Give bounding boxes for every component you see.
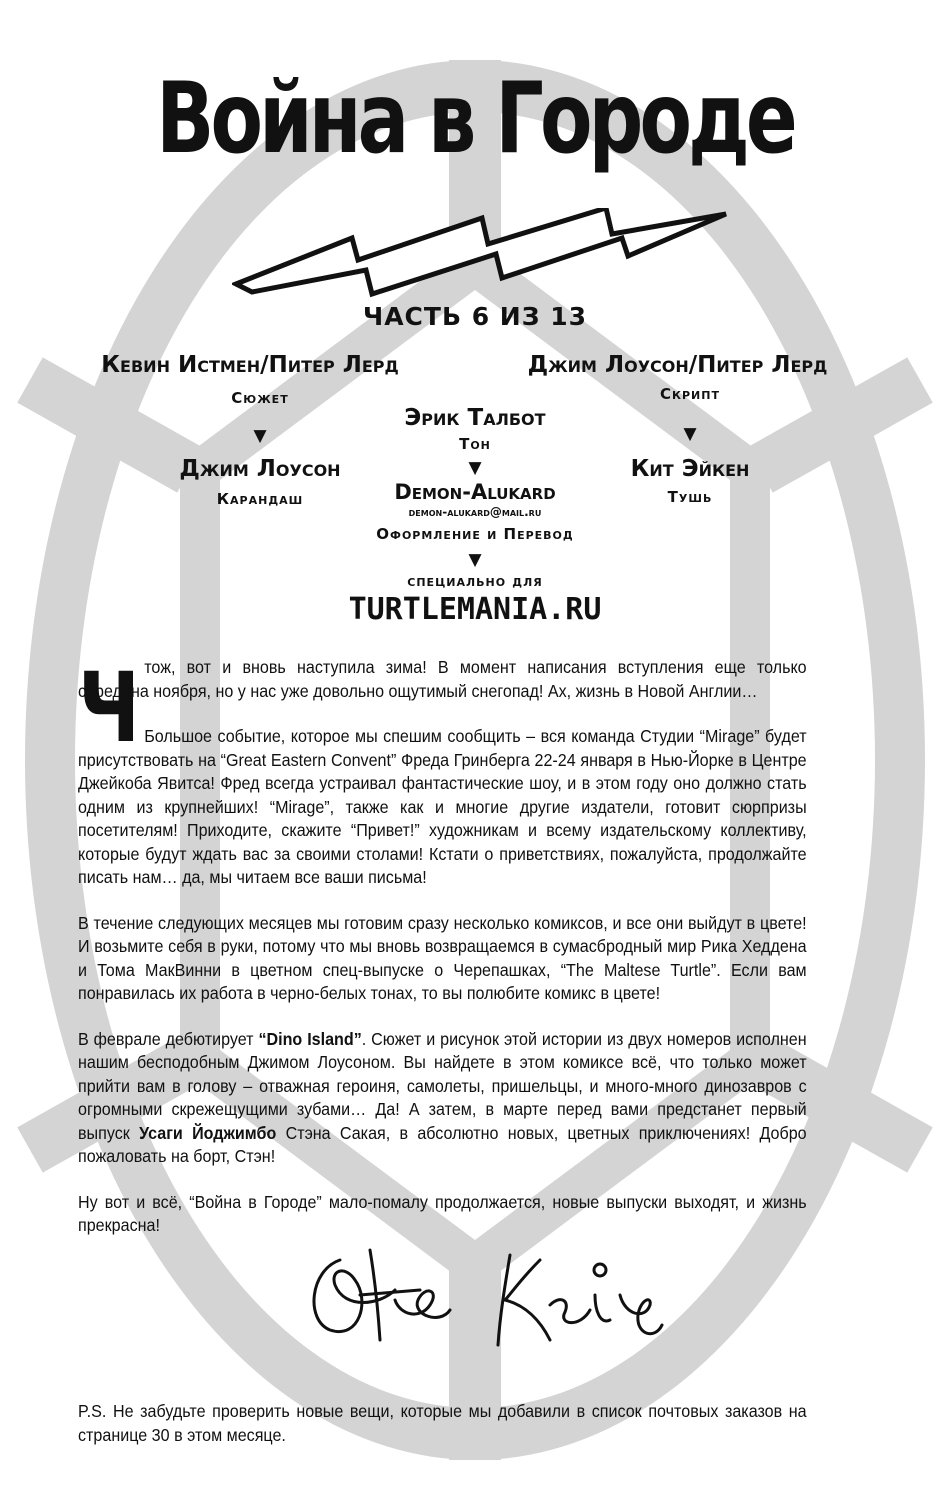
credit-tone-role: Тон — [459, 435, 491, 453]
handwritten-signature — [300, 1240, 670, 1355]
text-run: . Сюжет и рисунок этой истории из двух номеров исполнен нашим бесподобным Джимом Лоусоном. Вы найдете в этом комиксе всё, что только может прийти вам в голову – отважная героиня, самолеты, пришельцы, и много-много динозавров с огромными скрежещущими зубами… Да! А затем, в марте перед вами предстанет первый выпуск — [78, 1028, 807, 1143]
postscript — [78, 1400, 807, 1469]
credit-pencils-name: Джим Лоусон — [179, 456, 341, 482]
translator-email-link[interactable]: demon-alukard@mail.ru — [408, 505, 542, 519]
arrow-down-icon: ▼ — [253, 426, 267, 446]
credit-script-name: Джим Лоусон/Питер Лерд — [527, 352, 828, 378]
usagi-yojimbo-title: Усаги Йоджимбо — [139, 1122, 277, 1143]
credit-plot-role: Сюжет — [231, 389, 289, 407]
drop-cap-letter: Ч — [78, 652, 141, 764]
postscript-text: P.S. Не забудьте проверить новые вещи, которые мы добавили в список почтовых заказов на странице 30 в этом месяце. — [78, 1401, 807, 1445]
credit-translator-name: Demon-Alukard — [394, 480, 556, 504]
page-title: Война в Городе — [156, 62, 794, 176]
text-run: Стэна Сакая, в абсолютно новых, цветных приключениях! Добро пожаловать на борт, Стэн! — [78, 1122, 807, 1166]
text-run: В феврале дебютирует — [78, 1028, 259, 1049]
site-name-link[interactable]: TURTLEMANIA.RU — [348, 592, 602, 627]
credit-inks-role: Тушь — [667, 488, 713, 506]
arrow-down-icon: ▼ — [468, 550, 482, 570]
letter-paragraph: Ну вот и всё, “Война в Городе” мало-помалу продолжается, новые выпуски выходят, и жизнь прекрасна! — [78, 1191, 807, 1235]
letter-body — [78, 652, 807, 1260]
letter-paragraph: В течение следующих месяцев мы готовим сразу несколько комиксов, и все они выйдут в цвете! И возьмите себя в руки, потому что мы вновь возвращаемся в сумасбродный мир Рика Хеддена и Тома МакВинни в цветном спец-выпуске о Черепашках, “The Maltese Turtle”. Если вам понравилась их работа в черно-белых тонах, то вы полюбите комикс в цвете! — [78, 912, 807, 1003]
lightning-bolt-icon — [232, 208, 730, 300]
arrow-down-icon: ▼ — [683, 424, 697, 444]
part-number: ЧАСТЬ 6 ИЗ 13 — [363, 302, 587, 331]
credit-inks-name: Кит Эйкен — [630, 456, 750, 482]
dino-island-title: “Dino Island” — [258, 1028, 362, 1049]
letter-paragraph: тож, вот и вновь наступила зима! В момент написания вступления еще только середина ноября, но у нас уже довольно ощутимый снегопад! Ах, жизнь в Новой Англии… — [78, 657, 807, 701]
credit-translator-role: Оформление и Перевод — [376, 525, 574, 543]
credit-tone-name: Эрик Талбот — [404, 405, 546, 431]
letter-paragraph: Большое событие, которое мы спешим сообщить – вся команда Студии “Mirage” будет присутствовать на “Great Eastern Convent” Фреда Гринберга 22-24 января в Нью-Йорке в Центре Джейкоба Явитса! Фред всегда устраивал фантастические шоу, и в этом году оно должно стать одним из крупнейших! “Mirage”, также как и многие другие издатели, готовит сюрпризы посетителям! Приходите, скажите “Привет!” художникам и всему издательскому коллективу, которые будут ждать вас за своими столами! Кстати о приветствиях, пожалуйста, продолжайте писать нам… да, мы читаем все ваши письма! — [78, 726, 807, 887]
credit-plot-name: Кевин Истмен/Питер Лерд — [101, 352, 399, 378]
credit-script-role: Скрипт — [660, 385, 720, 403]
special-for-label: специально для — [407, 572, 543, 590]
letter-paragraph — [78, 1028, 807, 1169]
credit-pencils-role: Карандаш — [216, 490, 304, 508]
arrow-down-icon: ▼ — [468, 458, 482, 478]
